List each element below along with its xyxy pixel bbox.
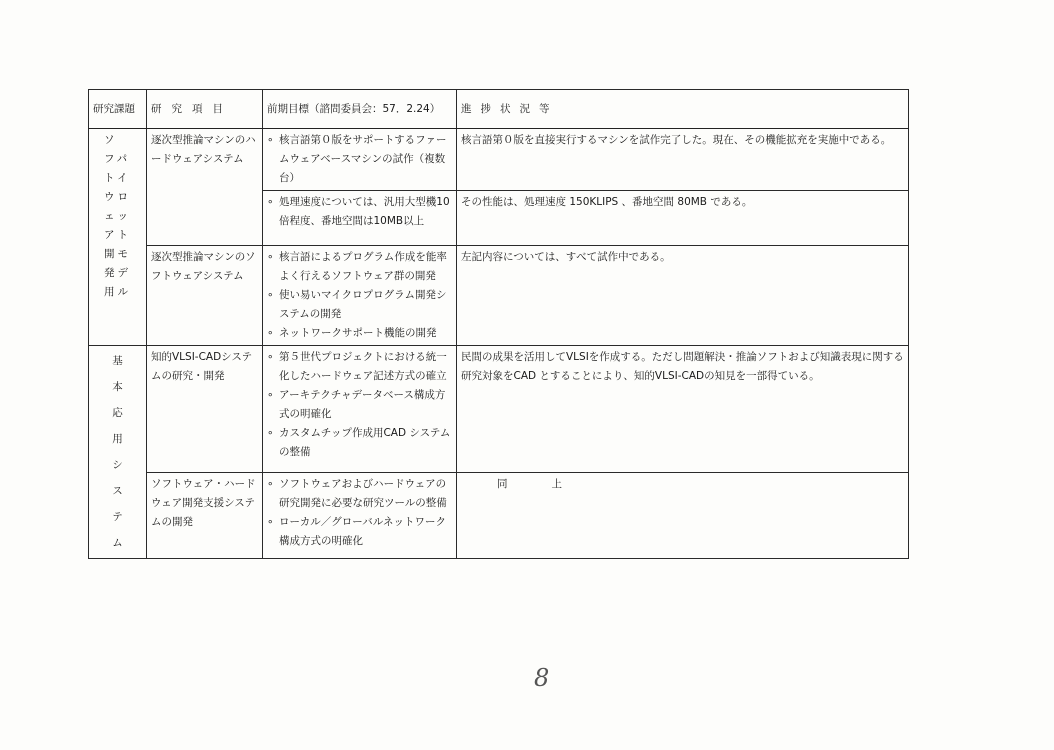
topic-line: フパ	[104, 153, 131, 165]
header-research-item: 研究項目	[147, 90, 263, 129]
goal-cell	[263, 246, 457, 346]
goal-text: 使い易いマイクロプログラム開発システムの開発	[279, 289, 447, 320]
table-row	[89, 346, 909, 473]
topic-line: アト	[104, 229, 131, 241]
bullet-icon: ∘	[267, 515, 274, 528]
page-number: 8	[534, 664, 550, 692]
same-as-above-label	[461, 475, 904, 494]
goal-text: 核言語によるプログラム作成を能率よく行えるソフトウェア群の開発	[279, 251, 447, 282]
item-cell: 逐次型推論マシンのソフトウェアシステム	[147, 246, 263, 346]
item-cell: ソフトウェア・ハードウェア開発支援システムの開発	[147, 472, 263, 558]
header-previous-goal: 前期目標（諮問委員会：57．2.24）	[263, 90, 457, 129]
topic-line: ェッ	[104, 210, 131, 222]
status-cell: 民間の成果を活用してVLSIを作成する。ただし問題解決・推論ソフトおよび知識表現に関する研究対象をCAD とすることにより、知的VLSI-CADの知見を一部得ている。	[457, 346, 909, 473]
topic-line: ソ	[104, 134, 118, 146]
topic-char: ス	[112, 485, 123, 497]
item-cell: 逐次型推論マシンのハードウェアシステム	[147, 129, 263, 246]
goal-point	[267, 193, 452, 231]
status-cell: 左記内容については、すべて試作中である。	[457, 246, 909, 346]
goal-point	[267, 513, 452, 551]
goal-text: カスタムチップ作成用CAD システムの整備	[279, 427, 451, 458]
goal-point	[267, 248, 452, 286]
bullet-icon: ∘	[267, 427, 274, 439]
status-cell	[457, 472, 909, 558]
table-row	[89, 246, 909, 346]
topic-char: 基	[112, 355, 123, 367]
goal-point	[267, 131, 452, 188]
topic-line: 開モ	[104, 248, 131, 260]
table-row	[89, 129, 909, 191]
goal-point	[267, 424, 452, 462]
bullet-icon: ∘	[267, 477, 274, 490]
goal-point	[267, 386, 452, 424]
topic-cell-software-prototype	[89, 129, 147, 346]
same-char: 同	[497, 477, 508, 490]
bullet-icon: ∘	[267, 251, 274, 263]
status-cell: その性能は、処理速度 150KLIPS 、番地空間 80MB である。	[457, 191, 909, 246]
bullet-icon: ∘	[267, 389, 274, 401]
topic-char: テ	[112, 511, 123, 523]
status-cell: 核言語第０版を直接実行するマシンを試作完了した。現在、その機能拡充を実施中である。	[457, 129, 909, 191]
topic-line: ウロ	[104, 191, 131, 203]
goal-text: ローカル／グローバルネットワーク構成方式の明確化	[279, 515, 446, 547]
header-research-topic: 研究課題	[89, 90, 147, 129]
bullet-icon: ∘	[267, 134, 274, 146]
goal-text: アーキテクチャデータベース構成方式の明確化	[279, 389, 446, 420]
research-progress-table	[88, 89, 909, 559]
topic-cell-basic-application-system	[89, 346, 147, 559]
goal-cell	[263, 472, 457, 558]
goal-text: ネットワークサポート機能の開発	[279, 327, 437, 339]
bullet-icon: ∘	[267, 196, 274, 208]
goal-text: ソフトウェアおよびハードウェアの研究開発に必要な研究ツールの整備	[279, 477, 447, 509]
header-progress-status: 進捗状況等	[457, 90, 909, 129]
goal-point	[267, 475, 452, 513]
bullet-icon: ∘	[267, 289, 274, 301]
topic-line: 発デ	[104, 267, 131, 279]
goal-point	[267, 348, 452, 386]
table-row	[89, 472, 909, 558]
goal-point	[267, 324, 452, 343]
goal-point	[267, 286, 452, 324]
bullet-icon: ∘	[267, 351, 274, 363]
topic-char: 用	[112, 433, 123, 445]
topic-char: ム	[112, 537, 123, 549]
goal-text: 第５世代プロジェクトにおける統一化したハードウェア記述方式の確立	[279, 351, 447, 382]
same-char: 上	[551, 477, 562, 490]
goal-cell	[263, 129, 457, 191]
header-row	[89, 90, 909, 129]
item-cell: 知的VLSI-CADシステムの研究・開発	[147, 346, 263, 473]
goal-cell	[263, 191, 457, 246]
topic-char: 本	[112, 381, 123, 393]
goal-cell	[263, 346, 457, 473]
topic-line: 用ル	[104, 286, 131, 298]
bullet-icon: ∘	[267, 327, 274, 339]
topic-line: トイ	[104, 172, 131, 184]
goal-text: 核言語第０版をサポートするファームウェアベースマシンの試作（複数台）	[279, 134, 447, 184]
goal-text: 処理速度については、汎用大型機10倍程度、番地空間は10MB以上	[279, 196, 450, 227]
topic-char: シ	[112, 459, 123, 471]
topic-char: 応	[112, 407, 123, 419]
